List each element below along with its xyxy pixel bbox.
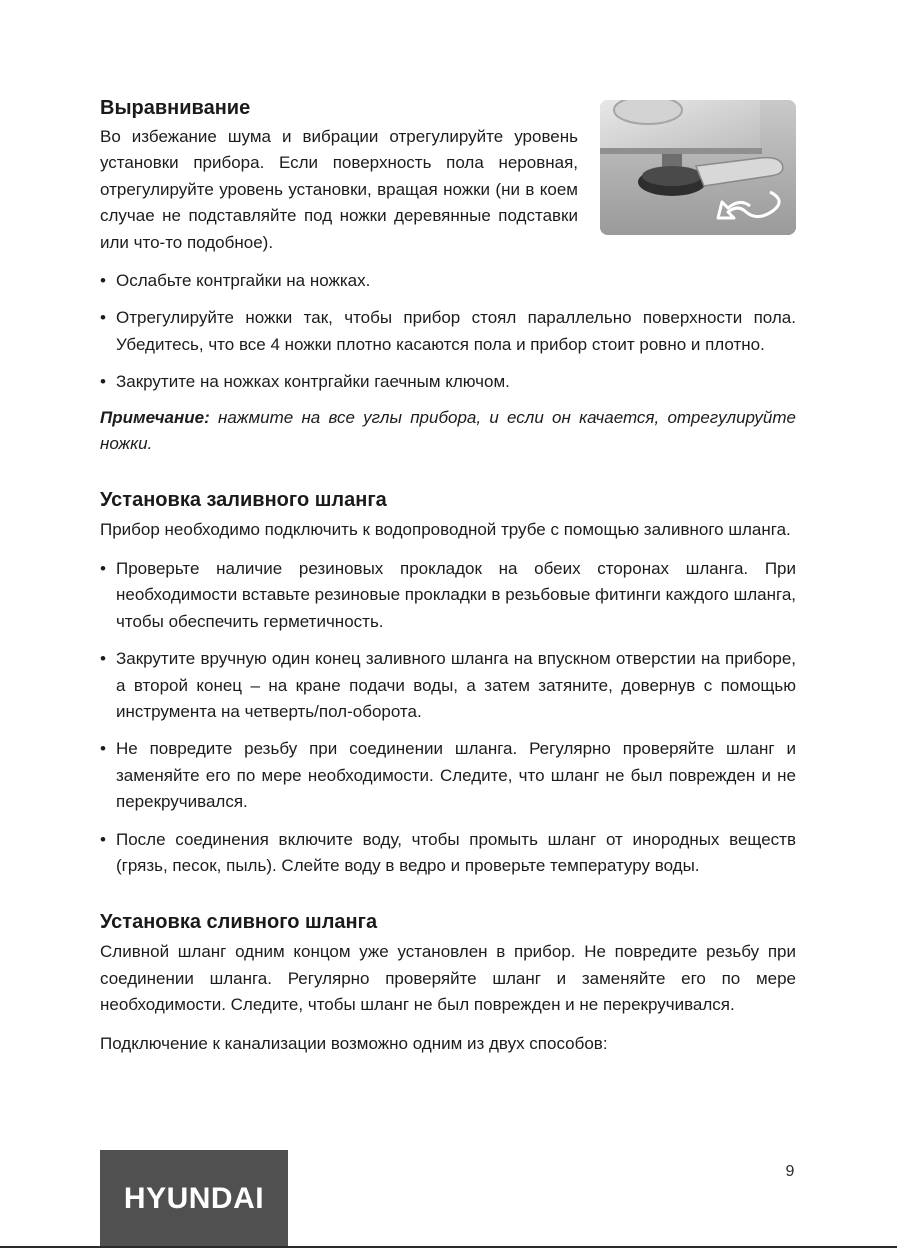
drain-hose-intro: Сливной шланг одним концом уже установлен в прибор. Не повредите резьбу при соединении шланга. Регулярно проверяйте шланг и заменяйте его по мере необходимости. Следите, чтобы шланг не был поврежден и не перекручивался. [100,942,796,1015]
list-item-text: Закрутите вручную один конец заливного шланга на впускном отверстии на приборе, а второй конец – на кране подачи воды, а затем затяните, довернув с помощью инструмента на четверть/пол-оборота. [116,649,796,721]
note-label: Примечание: [100,407,210,427]
list-item [100,305,796,358]
list-item-text: Проверьте наличие резиновых прокладок на обеих сторонах шланга. При необходимости вставьте резиновые прокладки в резьбовые фитинги каждого шланга, чтобы обеспечить герметичность. [116,558,796,631]
bullet: • [100,558,106,578]
list-item [100,556,796,635]
section-heading-inlet-hose: Установка заливного шланга [100,489,387,512]
list-item-text: Ослабьте контргайки на ножках. [116,271,371,291]
leg-wrench-image [600,100,796,235]
list-item [100,827,796,880]
list-item-text: Отрегулируйте ножки так, чтобы прибор стоял параллельно поверхности пола. Убедитесь, что все 4 ножки плотно касаются пола и прибор стоит ровно и плотно. [116,308,796,354]
bullet: • [100,372,106,392]
brand-logo [100,1150,288,1248]
list-item [100,646,796,725]
section-inlet-hose [100,487,796,879]
bullet: • [100,271,106,291]
brand-logo-text: HYUNDAI [123,1182,265,1215]
inlet-hose-steps-list [100,556,796,879]
list-item-text: Закрутите на ножках контргайки гаечным ключом. [116,372,510,392]
list-item [100,268,796,294]
section-drain-hose [100,909,796,1057]
section-heading-leveling: Выравнивание [100,97,251,119]
bullet: • [100,739,106,759]
leveling-intro: Во избежание шума и вибрации отрегулируйте уровень установки прибора. Если поверхность пола неровная, отрегулируйте уровень установки, вращая ножки (ни в коем случае не подставляйте под ножки деревянные подставки или что-то подобное). [100,127,578,252]
list-item-text: После соединения включите воду, чтобы промыть шланг от инородных веществ (грязь, песок, пыль). Слейте воду в ведро и проверьте температуру воды. [116,829,796,875]
leveling-illustration [600,100,796,235]
list-item-text: Не повредите резьбу при соединении шланга. Регулярно проверяйте шланг и заменяйте его по мере необходимости. Следите, что шланг не был поврежден и не перекручивался. [116,739,796,812]
leveling-steps-list [100,268,796,396]
section-heading-drain-hose: Установка сливного шланга [100,911,378,934]
bullet: • [100,649,106,669]
inlet-hose-intro: Прибор необходимо подключить к водопроводной трубе с помощью заливного шланга. [100,520,791,540]
note-text: нажмите на все углы прибора, и если он качается, отрегулируйте ножки. [100,407,796,454]
note-paragraph [100,405,796,458]
bullet: • [100,308,106,328]
list-item [100,369,796,395]
page-number: 9 [785,1163,795,1180]
leveling-top-row [100,95,796,256]
drain-hose-outro: Подключение к канализации возможно одним из двух способов: [100,1033,608,1053]
list-item [100,736,796,815]
bullet: • [100,829,106,849]
page-content [100,95,796,1057]
section-leveling [100,95,796,457]
